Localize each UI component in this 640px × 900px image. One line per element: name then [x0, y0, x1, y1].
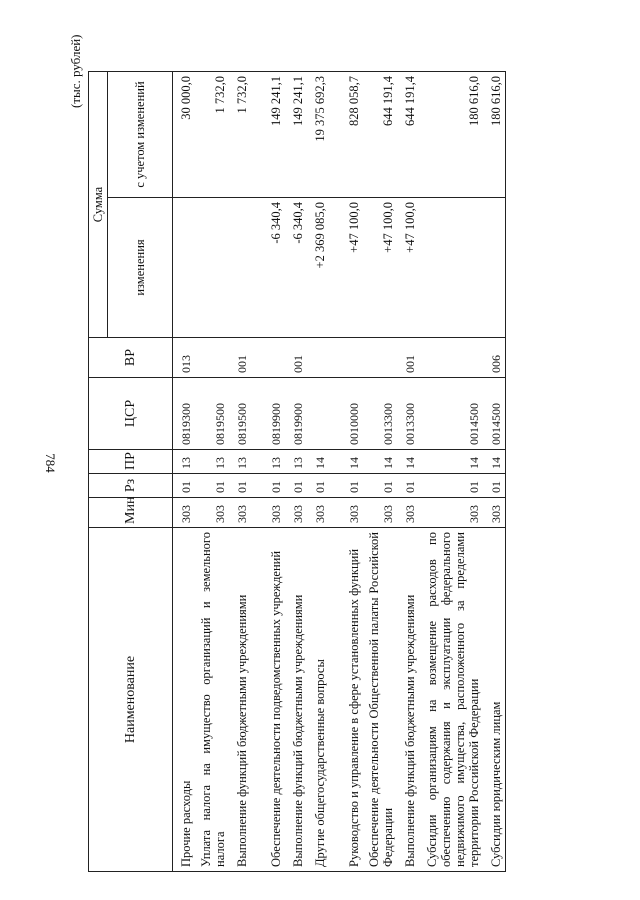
table-row — [329, 72, 363, 872]
table-body — [173, 72, 506, 872]
cell-change: +47 100,0 — [363, 198, 397, 338]
header-with-changes: с учетом изменений — [108, 72, 173, 198]
cell-name: Выполнение функций бюджетными учреждениями — [285, 528, 307, 872]
cell-csr: 0819900 — [251, 378, 285, 450]
cell-name: Субсидии организациям на возмещение расходов по обеспечению содержания и эксплуатации федерального недвижимого имущества, расположенного за пределами территории Российской Федерации — [419, 528, 483, 872]
cell-pr: 14 — [419, 450, 483, 474]
cell-rz: 01 — [229, 474, 251, 498]
cell-name: Уплата налога на имущество организаций и земельного налога — [195, 528, 229, 872]
cell-total: 149 241,1 — [285, 72, 307, 198]
units-label: (тыс. рублей) — [68, 34, 83, 108]
cell-vr — [363, 338, 397, 378]
cell-csr: 0014500 — [419, 378, 483, 450]
cell-pr: 13 — [285, 450, 307, 474]
table-header — [89, 72, 173, 872]
cell-vr: 006 — [483, 338, 506, 378]
cell-rz: 01 — [195, 474, 229, 498]
cell-vr: 013 — [173, 338, 196, 378]
cell-change: +47 100,0 — [329, 198, 363, 338]
cell-rz: 01 — [419, 474, 483, 498]
cell-change: +47 100,0 — [397, 198, 419, 338]
cell-change — [419, 198, 483, 338]
cell-total: 149 241,1 — [251, 72, 285, 198]
cell-vr: 001 — [285, 338, 307, 378]
cell-pr: 14 — [307, 450, 329, 474]
header-change: изменения — [108, 198, 173, 338]
table-row — [483, 72, 506, 872]
table-row — [173, 72, 196, 872]
table-row — [397, 72, 419, 872]
header-csr: ЦСР — [89, 378, 173, 450]
cell-total: 19 375 692,3 — [307, 72, 329, 198]
cell-name: Выполнение функций бюджетными учреждениями — [229, 528, 251, 872]
cell-pr: 13 — [195, 450, 229, 474]
cell-pr: 14 — [363, 450, 397, 474]
cell-total: 180 616,0 — [483, 72, 506, 198]
cell-csr: 0010000 — [329, 378, 363, 450]
cell-min: 303 — [251, 498, 285, 528]
cell-csr: 0819300 — [173, 378, 196, 450]
cell-csr: 0014500 — [483, 378, 506, 450]
cell-min: 303 — [363, 498, 397, 528]
cell-min: 303 — [483, 498, 506, 528]
cell-csr: 0013300 — [363, 378, 397, 450]
cell-name: Другие общегосударственные вопросы — [307, 528, 329, 872]
table-row — [229, 72, 251, 872]
cell-name: Руководство и управление в сфере установленных функций — [329, 528, 363, 872]
cell-pr: 14 — [483, 450, 506, 474]
cell-name: Субсидии юридическим лицам — [483, 528, 506, 872]
table-row — [363, 72, 397, 872]
budget-table — [88, 71, 506, 872]
table-row — [195, 72, 229, 872]
cell-min: 303 — [229, 498, 251, 528]
page-number: 784 — [43, 453, 58, 473]
header-pr: ПР — [89, 450, 173, 474]
table-row — [251, 72, 285, 872]
cell-vr: 001 — [229, 338, 251, 378]
cell-total: 828 058,7 — [329, 72, 363, 198]
header-name: Наименование — [89, 528, 173, 872]
cell-rz: 01 — [363, 474, 397, 498]
cell-change: +2 369 085,0 — [307, 198, 329, 338]
header-vr: ВР — [89, 338, 173, 378]
cell-rz: 01 — [173, 474, 196, 498]
table-row — [419, 72, 483, 872]
cell-csr: 0819900 — [285, 378, 307, 450]
table-row — [307, 72, 329, 872]
header-min: Мин — [89, 498, 173, 528]
cell-pr: 14 — [397, 450, 419, 474]
cell-rz: 01 — [251, 474, 285, 498]
cell-pr: 14 — [329, 450, 363, 474]
cell-total: 30 000,0 — [173, 72, 196, 198]
cell-total: 644 191,4 — [363, 72, 397, 198]
cell-change — [483, 198, 506, 338]
cell-vr — [195, 338, 229, 378]
cell-rz: 01 — [329, 474, 363, 498]
cell-rz: 01 — [483, 474, 506, 498]
cell-csr — [307, 378, 329, 450]
cell-change: -6 340,4 — [251, 198, 285, 338]
cell-min: 303 — [307, 498, 329, 528]
cell-csr: 0819500 — [229, 378, 251, 450]
cell-total: 644 191,4 — [397, 72, 419, 198]
header-rz: Рз — [89, 474, 173, 498]
cell-vr — [329, 338, 363, 378]
cell-change — [195, 198, 229, 338]
cell-rz: 01 — [285, 474, 307, 498]
cell-vr — [251, 338, 285, 378]
cell-pr: 13 — [173, 450, 196, 474]
cell-name: Выполнение функций бюджетными учреждениями — [397, 528, 419, 872]
cell-csr: 0819500 — [195, 378, 229, 450]
cell-min: 303 — [195, 498, 229, 528]
cell-pr: 13 — [229, 450, 251, 474]
cell-name: Прочие расходы — [173, 528, 196, 872]
cell-min: 303 — [329, 498, 363, 528]
cell-total: 1 732,0 — [195, 72, 229, 198]
cell-change — [229, 198, 251, 338]
cell-csr: 0013300 — [397, 378, 419, 450]
cell-min: 303 — [173, 498, 196, 528]
cell-total: 180 616,0 — [419, 72, 483, 198]
cell-change — [173, 198, 196, 338]
cell-name: Обеспечение деятельности Общественной палаты Российской Федерации — [363, 528, 397, 872]
cell-total: 1 732,0 — [229, 72, 251, 198]
cell-pr: 13 — [251, 450, 285, 474]
table-row — [285, 72, 307, 872]
cell-vr — [307, 338, 329, 378]
cell-min: 303 — [285, 498, 307, 528]
cell-change: -6 340,4 — [285, 198, 307, 338]
cell-min: 303 — [397, 498, 419, 528]
header-sum: Сумма — [89, 72, 108, 338]
cell-rz: 01 — [397, 474, 419, 498]
cell-rz: 01 — [307, 474, 329, 498]
cell-min: 303 — [419, 498, 483, 528]
cell-vr: 001 — [397, 338, 419, 378]
cell-name: Обеспечение деятельности подведомственных учреждений — [251, 528, 285, 872]
cell-vr — [419, 338, 483, 378]
